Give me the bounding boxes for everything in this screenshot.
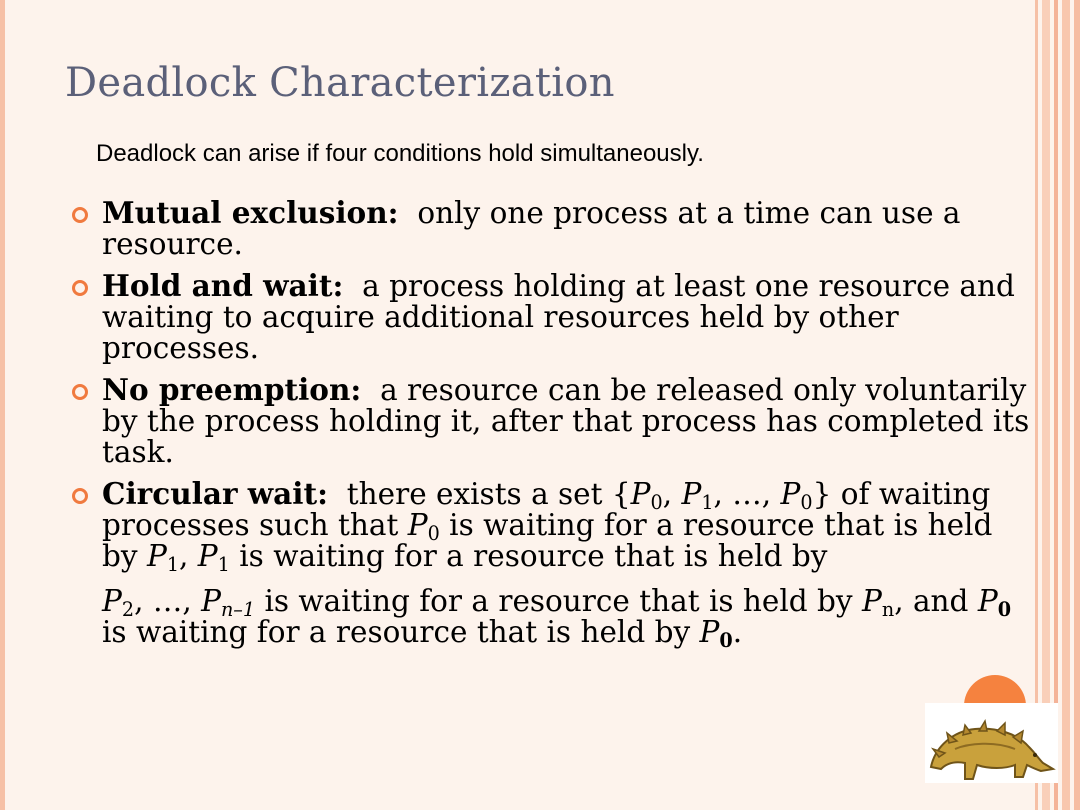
- bullet-list: [70, 197, 1035, 658]
- stripe-1: [1035, 0, 1038, 810]
- stripe-3: [1054, 0, 1058, 810]
- stripe-4: [1062, 0, 1070, 810]
- dinosaur-icon: [925, 703, 1058, 783]
- bullet-term: Hold and wait:: [102, 268, 344, 303]
- bullet-ring-icon: [72, 488, 88, 504]
- bullet-term: Mutual exclusion:: [102, 195, 399, 230]
- bullet-no-preemption: [70, 374, 1035, 468]
- circular-wait-continuation: $P_2$, …, $P_{n-1}$ is waiting for a resource that is held by $P_n$, and $P_0$ is waiting for a resource that is held by $P_0$.: [102, 584, 1012, 652]
- bullet-ring-icon: [72, 280, 88, 296]
- stripe-5: [1074, 0, 1080, 810]
- bullet-mutual-exclusion: [70, 197, 1035, 260]
- page-title: Deadlock Characterization: [65, 60, 615, 106]
- stripe-2: [1042, 0, 1050, 810]
- bullet-text: a resource can be released only voluntarily by the process holding it, after that process has completed its task.: [102, 373, 1030, 469]
- right-stripes: [1032, 0, 1080, 810]
- left-border: [0, 0, 5, 810]
- bullet-ring-icon: [72, 384, 88, 400]
- bullet-circular-wait: Circular wait: there exists a set {$P_0$, $P_1$, …, $P_0$} of waiting processes such that $P_0$ is waiting for a resource that is held by $P_1$, $P_1$ is waiting for a resource that is held by $P_2$, …, $P_{n-1}$ is waiting for a resource that is held by $P_n$, and $P_0$ is waiting for a resource that is held by $P_0$.: [70, 478, 1035, 648]
- bullet-hold-and-wait: [70, 270, 1035, 364]
- bullet-text: a process holding at least one resource and waiting to acquire additional resources held by other processes.: [102, 269, 1015, 365]
- bullet-term: No preemption:: [102, 372, 362, 407]
- bullet-ring-icon: [72, 207, 88, 223]
- bullet-text: only one process at a time can use a resource.: [102, 196, 961, 261]
- bullet-term: Circular wait:: [102, 476, 329, 511]
- dinosaur-image-frame: [925, 703, 1058, 783]
- intro-text: Deadlock can arise if four conditions hold simultaneously.: [96, 140, 704, 167]
